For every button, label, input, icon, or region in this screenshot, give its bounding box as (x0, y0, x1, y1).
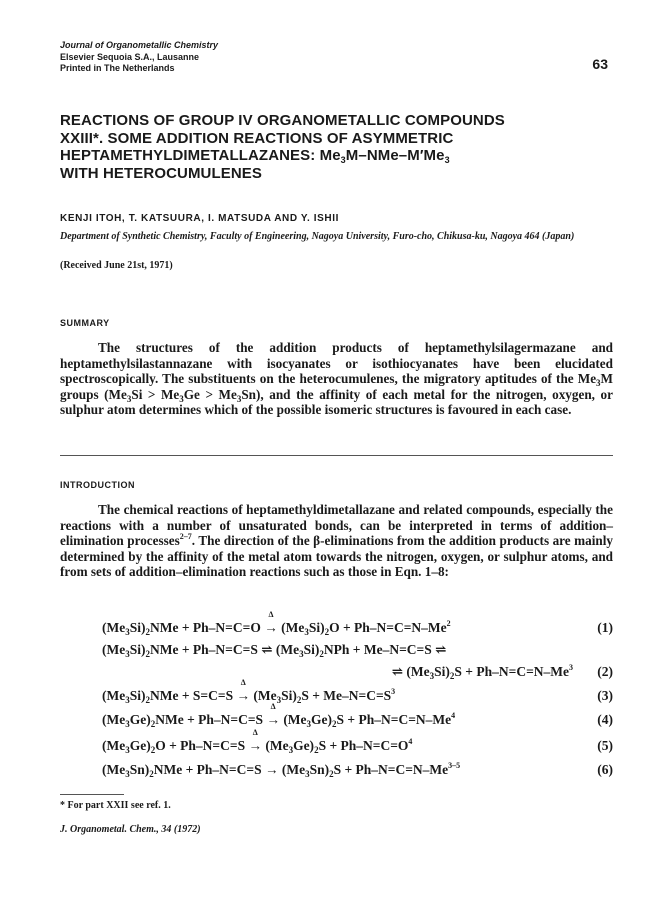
authors: KENJI ITOH, T. KATSUURA, I. MATSUDA AND Y. ISHII (60, 213, 340, 224)
printed-in: Printed in The Netherlands (60, 63, 175, 73)
affiliation: Department of Synthetic Chemistry, Faculty of Engineering, Nagoya University, Furo-cho, Chikusa-ku, Nagoya 464 (Japan) (60, 231, 575, 242)
title-line-3: HEPTAMETHYLDIMETALLAZANES: $Me_3M-NMe-M'Me_3$ (60, 147, 450, 165)
received-date: (Received June 21st, 1971) (60, 260, 173, 271)
equation-number: (6) (597, 762, 613, 777)
equation-number: (1) (597, 620, 613, 635)
introduction-paragraph: The chemical reactions of heptamethyldimetallazane and related compounds, especially the reactions with a number of unsaturated bonds, can be interpreted in terms of addition–elimination processes$^{2-7}$. The direction of the β-eliminations from the addition products are mainly determined by the affinity of the metal atom towards the nitrogen, oxygen, or sulphur atoms, and from sets of addition–elimination reactions such as those in Eqn. 1–8: (60, 502, 613, 580)
footer-citation: J. Organometal. Chem., 34 (1972) (60, 824, 201, 835)
footnote-divider (60, 794, 124, 795)
equation-number: (4) (597, 712, 613, 727)
equation-5: $(Me_3Ge)_2O + Ph-N=C=S$ Δ → $(Me_3Ge)_2S + Ph-N=C=O^4$ (5) (102, 728, 613, 755)
summary-heading: SUMMARY (60, 318, 110, 328)
publisher: Elsevier Sequoia S.A., Lausanne (60, 51, 200, 62)
equation-number: (5) (597, 738, 613, 753)
equation-number: (2) (597, 664, 613, 679)
introduction-heading: INTRODUCTION (60, 480, 135, 490)
equation-2-part-1: $(Me_3Si)_2NMe + Ph-N=C=S$ ⇌ $(Me_3Si)_2NPh + Me-N=C=S$ ⇌ (102, 642, 447, 659)
journal-header (60, 40, 218, 75)
title-line-4: WITH HETEROCUMULENES (60, 164, 262, 182)
equation-6: $(Me_3Sn)_2NMe + Ph-N=C=S \to (Me_3Sn)_2S + Ph-N=C=N-Me^{3-5}$ (6) (102, 761, 613, 779)
equation-1: $(Me_3Si)_2NMe + Ph-N=C=O$ Δ → $(Me_3Si)_2O + Ph-N=C=N-Me^2$ (1) (102, 610, 613, 637)
journal-name: Journal of Organometallic Chemistry (60, 40, 219, 50)
article-title (60, 112, 620, 182)
page-number: 63 (592, 56, 608, 72)
footnote: * For part XXII see ref. 1. (60, 800, 171, 811)
equation-4: $(Me_3Ge)_2NMe + Ph-N=C=S$ Δ → $(Me_3Ge)_2S + Ph-N=C=N-Me^4$ (4) (102, 702, 613, 729)
equation-2-part-2: ⇌ $(Me_3Si)_2S + Ph-N=C=N-Me^3$ (2) (391, 663, 613, 681)
summary-paragraph: The structures of the addition products of heptamethylsilagermazane and heptamethylsilastannazane with isocyanates or isothiocyanates have been elucidated spectroscopically. The substituents on the heterocumulenes, the migratory aptitudes of the $Me_3M$ groups $(Me_3Si > Me_3Ge > Me_3Sn)$, and the affinity of each metal for the nitrogen, oxygen, or sulphur atom determines which of the possible isomeric structures is favoured in each case. (60, 340, 613, 418)
section-divider (60, 455, 613, 456)
equation-3: $(Me_3Si)_2NMe + S=C=S$ Δ → $(Me_3Si)_2S + Me-N=C=S^3$ (3) (102, 678, 613, 705)
title-line-1: REACTIONS OF GROUP IV ORGANOMETALLIC COMPOUNDS (60, 112, 505, 129)
title-line-2: XXIII*. SOME ADDITION REACTIONS OF ASYMMETRIC (60, 129, 454, 147)
equation-number: (3) (597, 688, 613, 703)
